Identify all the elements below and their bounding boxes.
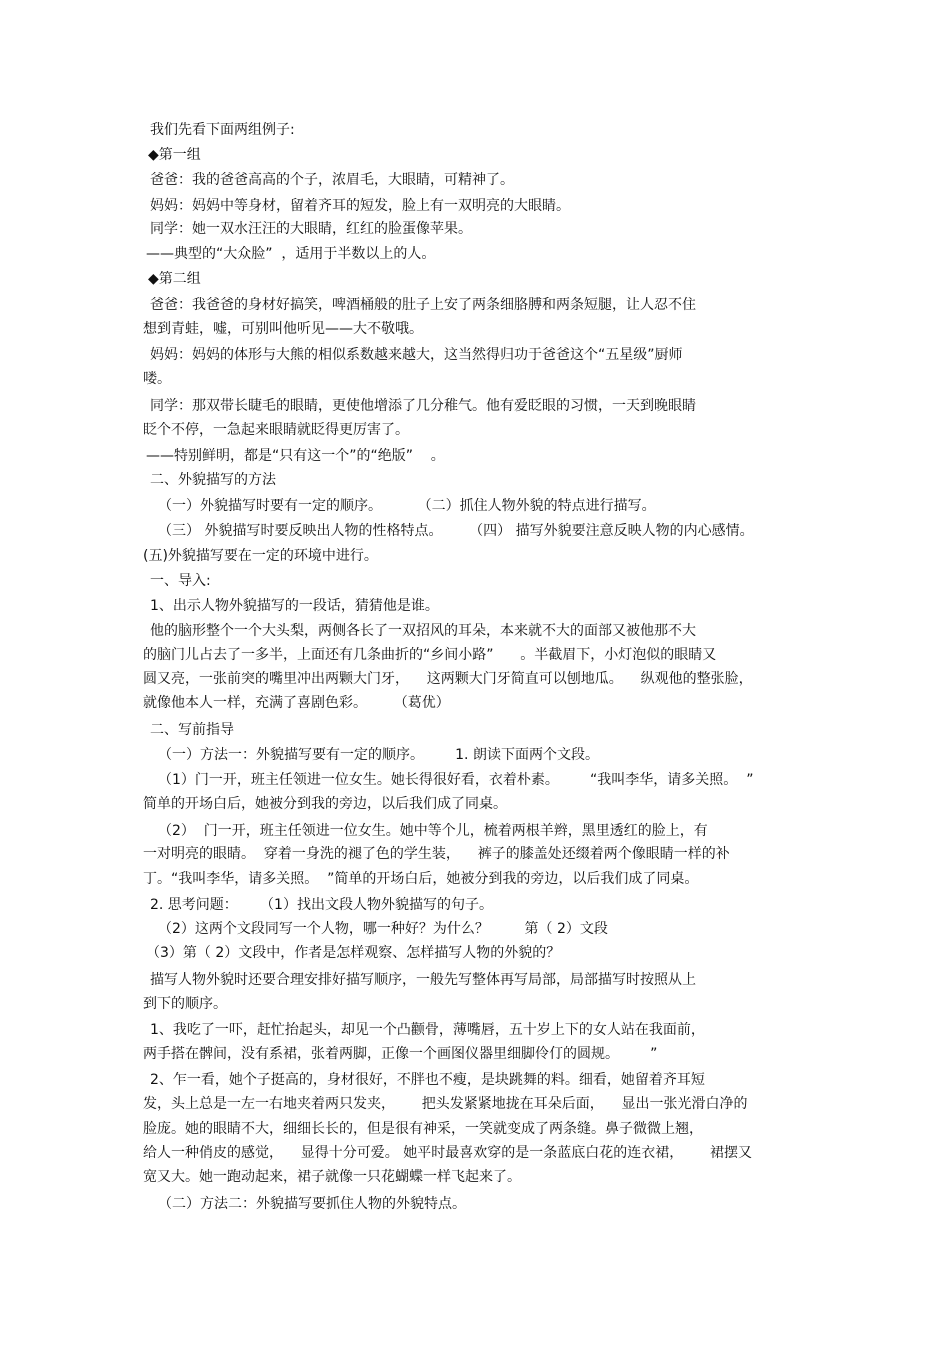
text-line: 他的脑形整个一个大头梨，两侧各长了一双招风的耳朵，本来就不大的面部又被他那不大 [150, 623, 696, 639]
text-line: （三） 外貌描写时要反映出人物的性格特点。 （四） 描写外貌要注意反映人物的内心感情。 [158, 523, 754, 539]
text-line: 简单的开场白后，她被分到我的旁边，以后我们成了同桌。 [143, 796, 507, 812]
text-line: （一）外貌描写时要有一定的顺序。 （二）抓住人物外貌的特点进行描写。 [158, 498, 656, 514]
text-line: （二）方法二：外貌描写要抓住人物的外貌特点。 [158, 1196, 466, 1212]
text-line: 一、导入: [150, 573, 211, 589]
text-line: 到下的顺序。 [143, 996, 227, 1012]
text-line: 的脑门儿占去了一多半，上面还有几条曲折的“乡间小路” 。半截眉下，小灯泡似的眼睛又 [143, 647, 717, 663]
text-line: 同学：那双带长睫毛的眼睛，更使他增添了几分稚气。他有爱眨眼的习惯，一天到晚眼睛 [150, 398, 696, 414]
text-line: 妈妈：妈妈的体形与大熊的相似系数越来越大，这当然得归功于爸爸这个“五星级”厨师 [150, 347, 683, 363]
text-line: 妈妈：妈妈中等身材，留着齐耳的短发，脸上有一双明亮的大眼睛。 [150, 198, 570, 214]
text-line: 发，头上总是一左一右地夹着两只发夹， 把头发紧紧地拢在耳朵后面， 显出一张光滑白净的 [143, 1096, 748, 1112]
text-line: 描写人物外貌时还要合理安排好描写顺序，一般先写整体再写局部，局部描写时按照从上 [150, 972, 696, 988]
text-line: ——特别鲜明，都是“只有这一个”的“绝版” 。 [146, 448, 445, 464]
text-line: （2） 门一开，班主任领进一位女生。她中等个儿，梳着两根羊辫，黑里透红的脸上，有 [158, 823, 708, 839]
text-line: 两手搭在髀间，没有系裙，张着两脚，正像一个画图仪器里细脚伶仃的圆规。 ” [143, 1046, 658, 1062]
text-line: 宽又大。她一跑动起来，裙子就像一只花蝴蝶一样飞起来了。 [143, 1169, 521, 1185]
text-line: 喽。 [143, 371, 171, 387]
text-line: (五)外貌描写要在一定的环境中进行。 [143, 548, 378, 564]
text-line: 想到青蛙，嘘，可别叫他听见——大不敬哦。 [143, 321, 423, 337]
text-line: 圆又亮，一张前突的嘴里冲出两颗大门牙， 这两颗大门牙简直可以刨地瓜。 纵观他的整张脸， [143, 671, 753, 687]
text-line: ——典型的“大众脸” ，适用于半数以上的人。 [146, 246, 436, 262]
text-line: 二、外貌描写的方法 [150, 472, 276, 488]
text-line: （1）门一开，班主任领进一位女生。她长得很好看，衣着朴素。 “我叫李华，请多关照。 ” [158, 772, 754, 788]
text-line: 1、出示人物外貌描写的一段话，猜猜他是谁。 [150, 598, 439, 614]
text-line: 我们先看下面两组例子: [150, 122, 295, 138]
text-line: 眨个不停，一急起来眼睛就眨得更厉害了。 [143, 422, 409, 438]
text-line: 丁。“我叫李华，请多关照。 ”简单的开场白后，她被分到我的旁边，以后我们成了同桌。 [143, 871, 699, 887]
text-line: 一对明亮的眼睛。 穿着一身洗的褪了色的学生装， 裤子的膝盖处还缀着两个像眼睛一样的补 [143, 846, 730, 862]
text-line: 1、我吃了一吓，赶忙抬起头，却见一个凸颧骨，薄嘴唇，五十岁上下的女人站在我面前， [150, 1022, 705, 1038]
text-line: 爸爸：我的爸爸高高的个子，浓眉毛，大眼睛，可精神了。 [150, 172, 514, 188]
text-line: 二、写前指导 [150, 722, 234, 738]
text-line: （一）方法一：外貌描写要有一定的顺序。 1. 朗读下面两个文段。 [158, 747, 599, 763]
text-line: 就像他本人一样，充满了喜剧色彩。 （葛优） [143, 695, 450, 711]
text-line: 2. 思考问题： （1）找出文段人物外貌描写的句子。 [150, 897, 493, 913]
text-line: 同学：她一双水汪汪的大眼睛，红红的脸蛋像苹果。 [150, 221, 472, 237]
text-line: 脸庞。她的眼睛不大，细细长长的，但是很有神采，一笑就变成了两条缝。鼻子微微上翘， [143, 1121, 703, 1137]
text-line: （3）第（ 2）文段中，作者是怎样观察、怎样描写人物的外貌的？ [146, 945, 561, 961]
text-line: 2、乍一看，她个子挺高的，身材很好，不胖也不瘦，是块跳舞的料。细看，她留着齐耳短 [150, 1072, 705, 1088]
text-line: 爸爸：我爸爸的身材好搞笑，啤酒桶般的肚子上安了两条细胳膊和两条短腿，让人忍不住 [150, 297, 696, 313]
text-line: ◆第一组 [148, 147, 201, 163]
text-line: （2）这两个文段同写一个人物，哪一种好？为什么？ 第（ 2）文段 [158, 921, 608, 937]
text-line: ◆第二组 [148, 271, 201, 287]
text-line: 给人一种俏皮的感觉， 显得十分可爱。 她平时最喜欢穿的是一条蓝底白花的连衣裙， 裙摆又 [143, 1145, 752, 1161]
